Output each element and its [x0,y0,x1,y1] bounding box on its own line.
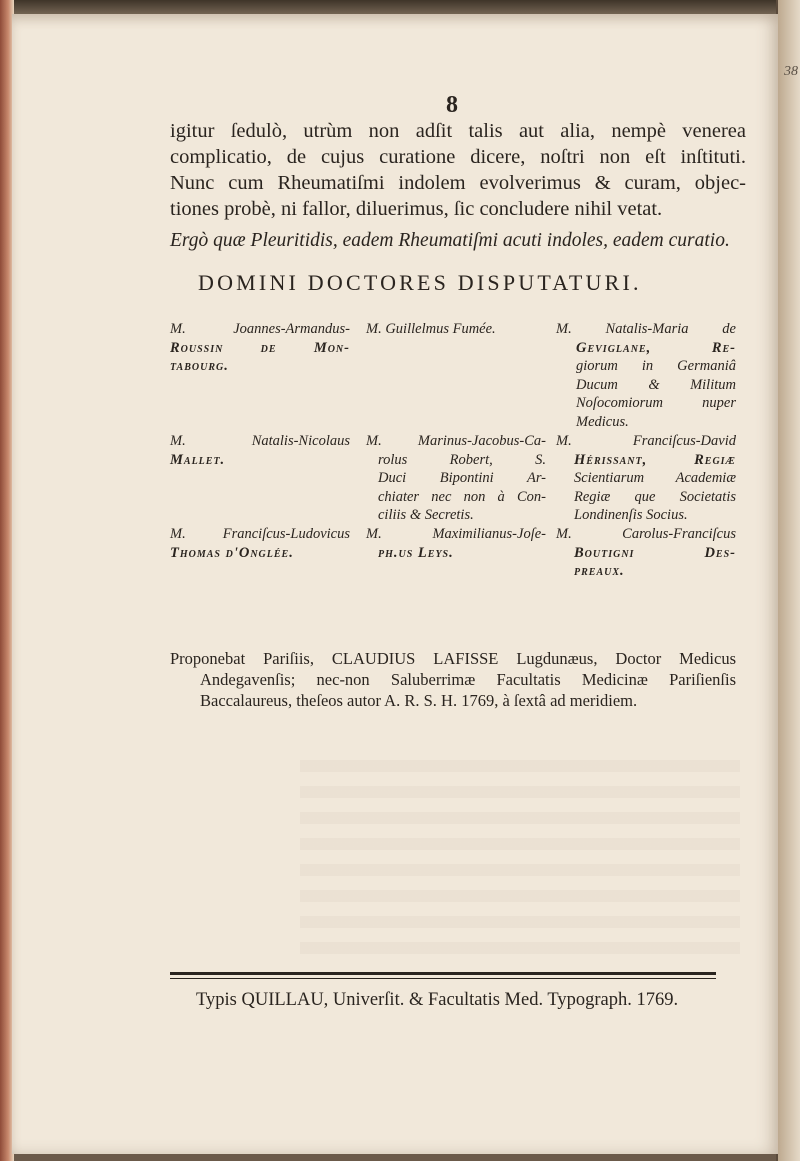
proponebat-paragraph [170,648,736,711]
doctor-line: ph.us Leys. [378,544,454,561]
body-line: tiones probè, ni fallor, diluerimus, ſic concludere nihil vetat. [170,198,663,220]
doctor-line: Medicus. [576,413,629,430]
doctor-entry [170,525,350,562]
doctor-line: Boutigni Des- [574,544,736,561]
doctor-line: M. Maximilianus-Joſe- [366,526,546,542]
doctor-line: Duci Bipontini Ar- [378,470,546,486]
divider-thick [170,972,716,975]
doctor-line: Thomas d'Onglée. [170,544,294,561]
doctor-entry [366,432,546,525]
doctor-line: Geviglane, Re- [576,339,736,356]
doctor-line: M. Guillelmus Fumée. [366,321,496,337]
doctor-line: M. Franciſcus-Ludovicus [170,526,350,542]
printer-imprint: Typis QUILLAU, Univerſit. & Facultatis Med. Typograph. 1769. [196,990,679,1010]
next-page-edge [776,0,800,1161]
doctor-line: preaux. [574,563,625,579]
doctor-line: chiater nec non à Con- [378,488,546,505]
doctor-line: M. Natalis-Nicolaus [170,433,350,449]
doctor-line: rolus Robert, S. [378,451,546,468]
doctor-entry [556,432,736,525]
doctor-line: Londinenſis Socius. [574,507,688,523]
doctor-line: giorum in Germaniâ [576,358,736,374]
doctor-entry [366,320,546,339]
doctor-line: M. Natalis-Maria de [556,321,736,337]
doctor-line: Roussin de Mon- [170,339,350,356]
doctor-line: Ducum & Militum [576,376,736,393]
doctor-line: M. Marinus-Jacobus-Ca- [366,433,546,449]
doctor-line: M. Joannes-Armandus- [170,321,350,337]
doctor-line: tabourg. [170,358,229,374]
next-page-folio: 38 [784,64,798,79]
thesis-statement: Ergò quæ Pleuritidis, eadem Rheumatiſmi acuti indoles, eadem curatio. [170,230,730,251]
show-through-text [300,760,740,960]
divider-thin [170,978,716,979]
body-line: igitur ſedulò, utrùm non adſit talis aut alia, nempè venerea [170,120,746,142]
body-line: Nunc cum Rheumatiſmi indolem evolverimus & curam, objec- [170,172,746,194]
doctor-entry [556,320,736,431]
proponebat-line: Andegavenſis; nec-non Saluberrimæ Facultatis Medicinæ Pariſienſis [200,670,736,689]
doctor-entry [170,320,350,376]
doctor-entry [556,525,736,581]
doctor-line: M. Franciſcus-David [556,433,736,449]
doctor-line: Noſocomiorum nuper [576,395,736,411]
body-paragraph [170,118,746,222]
doctor-line: Hérissant, Regiæ [574,451,736,468]
proponebat-line: Proponebat Pariſiis, CLAUDIUS LAFISSE Lugdunæus, Doctor Medicus [170,649,736,668]
doctor-entry [170,432,350,469]
doctor-line: Mallet. [170,451,226,468]
doctor-line: M. Carolus-Franciſcus [556,526,736,542]
doctor-line: Regiæ que Societatis [574,488,736,505]
doctor-entry [366,525,546,562]
proponebat-line: Baccalaureus, theſeos autor A. R. S. H. 1769, à ſextâ ad meridiem. [200,691,638,710]
doctor-line: ciliis & Secretis. [378,507,474,523]
page-number: 8 [446,92,458,118]
section-heading: DOMINI DOCTORES DISPUTATURI. [198,270,642,295]
doctor-line: Scientiarum Academiæ [574,470,736,486]
body-line: complicatio, de cujus curatione dicere, noſtri non eſt inſtituti. [170,146,746,168]
